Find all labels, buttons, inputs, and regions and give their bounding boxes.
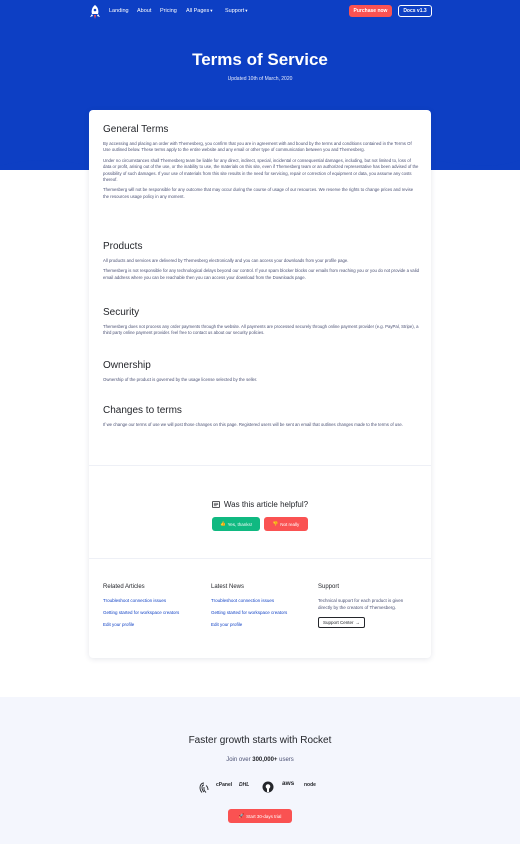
related-link[interactable]: Edit your profile bbox=[103, 622, 135, 627]
thumbs-up-icon: 👍 bbox=[220, 521, 226, 526]
node-logo: node bbox=[304, 782, 316, 788]
section-title: General Terms bbox=[103, 124, 169, 135]
related-link[interactable]: Troubleshoot connection issues bbox=[103, 598, 167, 603]
brand-logos bbox=[199, 780, 324, 796]
nav-link-support[interactable] bbox=[225, 8, 248, 14]
cta-title: Faster growth starts with Rocket bbox=[188, 735, 332, 746]
no-button[interactable] bbox=[264, 517, 308, 531]
support-text: Technical support for each product is given directly by the creators of Themesberg. bbox=[318, 598, 404, 610]
section-title: Changes to terms bbox=[103, 405, 182, 416]
terms-card bbox=[89, 110, 431, 658]
section-ownership bbox=[103, 360, 419, 387]
paragraph: All products and services are delivered by Themesberg electronically and you can access your downloads from your profile page. bbox=[103, 258, 349, 263]
no-button-label: Not really bbox=[280, 521, 300, 527]
section-changes-to-terms bbox=[103, 405, 419, 432]
updated-date: Updated 10th of March, 2020 bbox=[227, 76, 293, 82]
nav-link-about[interactable]: About bbox=[137, 8, 152, 14]
start-trial-button[interactable] bbox=[228, 809, 292, 823]
paragraph: Ownership of the product is governed by the usage license selected by the seller. bbox=[103, 377, 258, 382]
paragraph: Themesberg does not process any order payments through the website. All payments are processed securely through online payment provider (e.g. PayPal, Stripe), a third party online payment provider. feel free to contact us about our security policies. bbox=[103, 324, 419, 336]
github-icon bbox=[262, 781, 274, 793]
section-products bbox=[103, 241, 419, 285]
nav-link-pricing[interactable]: Pricing bbox=[160, 8, 177, 14]
paragraph: Themesberg will not be responsible for any outcome that may occur during the course of usage of our resources. We reserve the rights to change prices and revise the resources usage policy in any moment. bbox=[103, 187, 414, 199]
news-link[interactable]: Getting started for workspace creators bbox=[211, 610, 288, 615]
yes-button-label: Yes, thanks! bbox=[227, 521, 252, 527]
support-center-button[interactable] bbox=[318, 617, 365, 628]
start-trial-label: Start 30-days trial bbox=[246, 813, 282, 819]
divider bbox=[89, 465, 431, 466]
related-link[interactable]: Getting started for workspace creators bbox=[103, 610, 180, 615]
nav-link-all-pages[interactable] bbox=[186, 8, 213, 14]
paragraph: Themesberg is not responsible for any technological delays beyond our control. If your spam blocker blocks our emails from reaching you or you do not provide a valid email address where you can be reachable then you can access your download from the Downloads page. bbox=[103, 268, 419, 280]
paragraph: By accessing and placing an order with Themesberg, you confirm that you are in agreement with and bound by the terms and conditions contained in the Terms Of Use outlined below. These terms apply to the entire website and any email or other type of communication between you and Themesberg. bbox=[103, 141, 412, 153]
rocket-icon: 🚀 bbox=[238, 813, 245, 818]
news-link[interactable]: Edit your profile bbox=[211, 622, 243, 627]
yes-button[interactable] bbox=[212, 517, 260, 531]
rocket-logo-icon[interactable] bbox=[88, 4, 102, 20]
docs-button[interactable]: Docs v1.3 bbox=[398, 5, 432, 17]
chevron-down-icon: ▾ bbox=[210, 8, 213, 13]
section-security bbox=[103, 307, 419, 341]
nav-link-landing[interactable]: Landing bbox=[109, 8, 129, 14]
feedback-question: Was this article helpful? bbox=[223, 500, 309, 509]
chevron-down-icon: ▾ bbox=[245, 8, 248, 13]
section-title: Products bbox=[103, 241, 143, 252]
column-title: Support bbox=[318, 584, 340, 590]
cta-sub-prefix: Join over bbox=[226, 757, 253, 763]
page-title: Terms of Service bbox=[192, 50, 328, 69]
related-articles-column bbox=[103, 584, 179, 634]
cta-subtitle bbox=[0, 757, 520, 763]
navbar bbox=[0, 0, 520, 24]
column-title: Latest News bbox=[211, 584, 245, 590]
cta-band bbox=[0, 697, 520, 844]
section-general-terms bbox=[103, 124, 419, 204]
dhl-logo: DHL bbox=[239, 782, 250, 788]
divider bbox=[89, 558, 431, 559]
aws-logo: aws bbox=[282, 780, 295, 787]
news-link[interactable]: Troubleshoot connection issues bbox=[211, 598, 275, 603]
cta-sub-suffix: users bbox=[277, 757, 294, 763]
nav-link-all-pages-label: All Pages bbox=[186, 8, 210, 14]
cpanel-logo: cPanel bbox=[216, 782, 233, 788]
nav-link-support-label: Support bbox=[225, 8, 245, 14]
support-center-label: Support Center bbox=[323, 620, 354, 625]
section-title: Ownership bbox=[103, 360, 151, 371]
paragraph: If we change our terms of use we will post those changes on this page. Registered users will be sent an email that outlines changes made to the terms of use. bbox=[103, 422, 403, 427]
feedback-box bbox=[89, 495, 431, 527]
column-title: Related Articles bbox=[103, 584, 145, 590]
user-count: 300,000+ bbox=[252, 757, 278, 763]
feedback-heading bbox=[212, 500, 308, 509]
latest-news-column bbox=[211, 584, 287, 634]
fingerprint-icon bbox=[199, 782, 209, 793]
purchase-button[interactable]: Purchase now bbox=[349, 5, 392, 17]
paragraph: Under no circumstances shall Themesberg team be liable for any direct, indirect, special, incidental or consequential damages, including, but not limited to, loss of data or profit, arising out of the use, or the inability to use, the materials on this site, even if Themesberg team or an authorized representative has been advised of the possibility of such damages. If your use of materials from this site results in the need for servicing, repair or correction of equipment or data, you assume any costs thereof. bbox=[103, 157, 419, 183]
support-column bbox=[318, 584, 418, 629]
thumbs-down-icon: 👎 bbox=[272, 521, 279, 526]
arrow-right-icon: → bbox=[355, 620, 361, 625]
newspaper-icon bbox=[212, 501, 220, 508]
feedback-buttons bbox=[212, 517, 312, 531]
section-title: Security bbox=[103, 307, 140, 318]
